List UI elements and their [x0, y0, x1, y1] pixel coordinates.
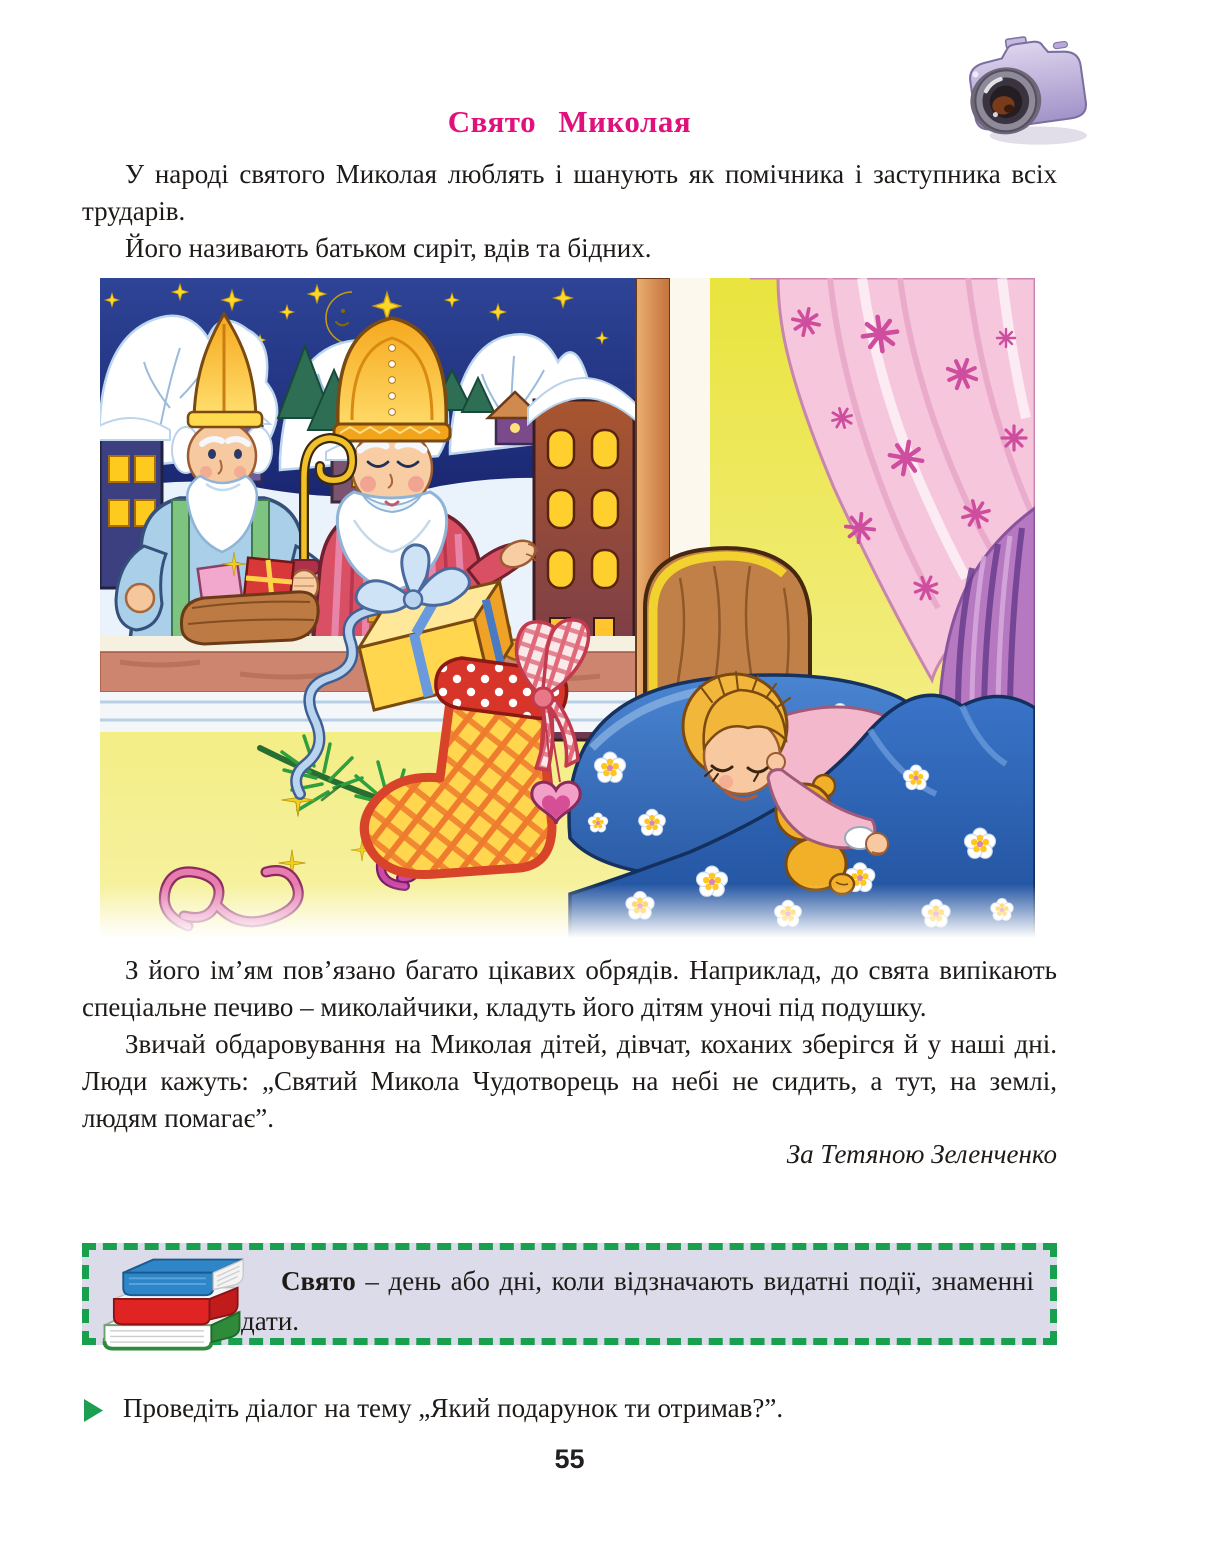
definition-text: [241, 1250, 1050, 1341]
task-row: [84, 1390, 1057, 1431]
page-title: Свято Миколая: [447, 104, 692, 139]
books-icon: [97, 1252, 247, 1360]
body-paragraph-2: Звичай обдаровування на Миколая дітей, дівчат, коханих зберігся й у наші дні. Люди кажуть: „Святий Микола Чудотворець на небі не сидить, а тут, на землі, людям помагає”.: [82, 1029, 1057, 1133]
task-text: Проведіть діалог на тему „Який подарунок ти отримав?”.: [123, 1393, 784, 1423]
body-text: [82, 952, 1057, 1137]
definition-rest: – день або дні, коли відзначають видатні події, знаменні дати.: [241, 1266, 1034, 1336]
intro-paragraph-2: Його називають батьком сиріт, вдів та бідних.: [125, 233, 652, 263]
body-paragraph-1: З його ім’ям пов’язано багато цікавих обрядів. Наприклад, до свята випікають спеціальне печиво – миколайчики, кладуть його дітям уночі під подушку.: [82, 955, 1057, 1022]
intro-paragraph-1: У народі святого Миколая люблять і шанують як помічника і заступника всіх трударів.: [82, 159, 1057, 226]
st-nicholas-illustration: [100, 278, 1035, 938]
intro-text: [82, 156, 1057, 267]
definition-term: Свято: [281, 1266, 356, 1296]
attribution: За Тетяною Зеленченко: [786, 1139, 1057, 1169]
bottom-fade: [100, 884, 1035, 938]
triangle-marker-icon: [84, 1395, 103, 1431]
page-number: 55: [554, 1444, 585, 1474]
definition-box: [82, 1243, 1057, 1345]
